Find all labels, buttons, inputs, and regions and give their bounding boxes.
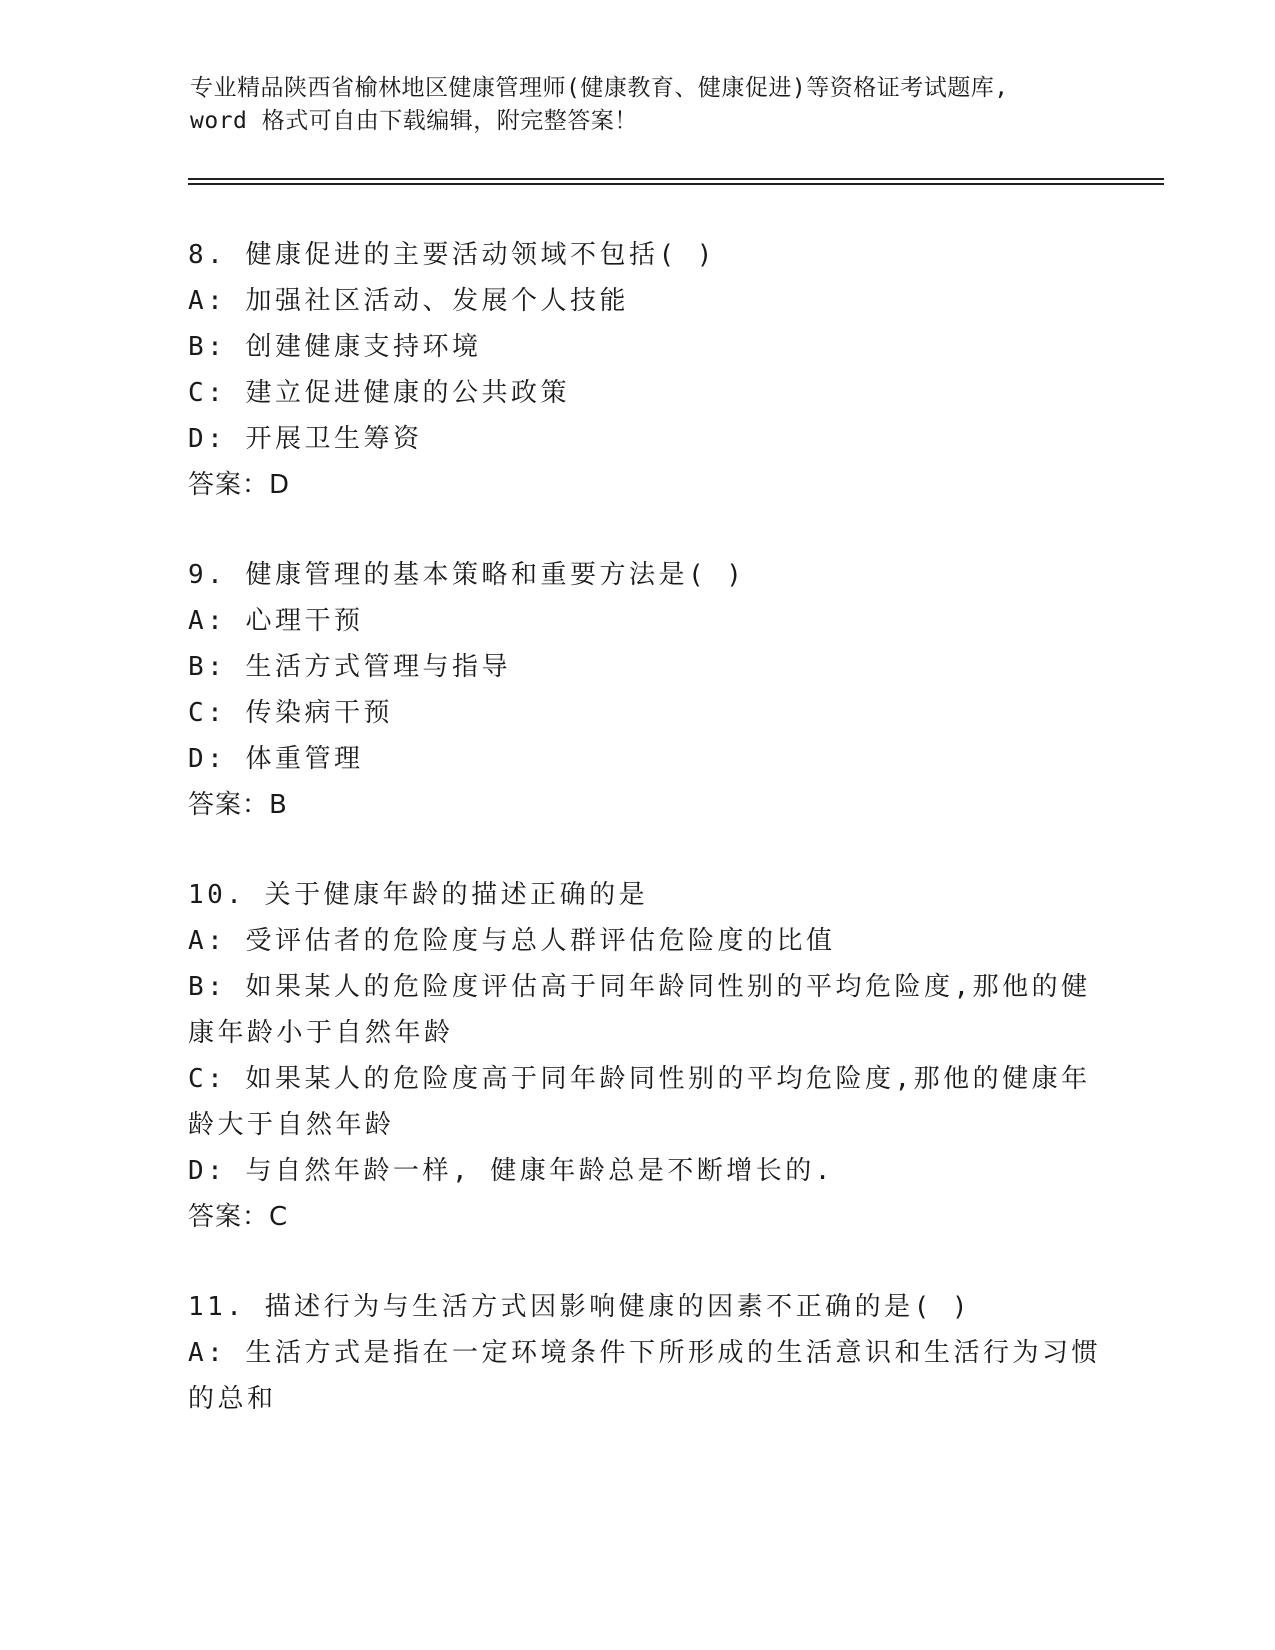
question-stem: 11. 描述行为与生活方式因影响健康的因素不正确的是( ) (188, 1292, 972, 1322)
option-c: C: 如果某人的危险度高于同年龄同性别的平均危险度,那他的健康年 (188, 1064, 1091, 1094)
header-line-1: 专业精品陕西省榆林地区健康管理师(健康教育、健康促进)等资格证考试题库, (190, 75, 1009, 101)
option-d: D: 开展卫生筹资 (188, 424, 423, 454)
option-a: A: 生活方式是指在一定环境条件下所形成的生活意识和生活行为习惯 (188, 1338, 1101, 1368)
option-a: A: 加强社区活动、发展个人技能 (188, 286, 629, 316)
document-header (190, 72, 1090, 138)
answer: 答案：D (188, 470, 291, 500)
question-9 (188, 552, 1088, 828)
option-c: C: 传染病干预 (188, 698, 393, 728)
header-divider-bottom (188, 183, 1164, 185)
option-a-continued: 的总和 (188, 1384, 277, 1414)
option-d: D: 与自然年龄一样, 健康年龄总是不断增长的. (188, 1156, 834, 1186)
option-b-continued: 康年龄小于自然年龄 (188, 1018, 454, 1048)
option-a: A: 受评估者的危险度与总人群评估危险度的比值 (188, 926, 836, 956)
answer: 答案：C (188, 1202, 289, 1232)
option-d: D: 体重管理 (188, 744, 364, 774)
option-c-continued: 龄大于自然年龄 (188, 1110, 395, 1140)
option-b: B: 创建健康支持环境 (188, 332, 482, 362)
header-line-2: word 格式可自由下载编辑，附完整答案！ (190, 108, 638, 134)
question-stem: 10. 关于健康年龄的描述正确的是 (188, 880, 649, 910)
option-c: C: 建立促进健康的公共政策 (188, 378, 570, 408)
question-8 (188, 232, 1088, 508)
option-b: B: 如果某人的危险度评估高于同年龄同性别的平均危险度,那他的健 (188, 972, 1091, 1002)
option-a: A: 心理干预 (188, 606, 364, 636)
question-11 (188, 1284, 1101, 1422)
question-list (188, 232, 1101, 1466)
answer: 答案：B (188, 790, 288, 820)
header-divider-top (188, 178, 1164, 180)
question-stem: 8. 健康促进的主要活动领域不包括( ) (188, 240, 716, 270)
option-b: B: 生活方式管理与指导 (188, 652, 511, 682)
question-10 (188, 872, 1091, 1240)
question-stem: 9. 健康管理的基本策略和重要方法是( ) (188, 560, 746, 590)
